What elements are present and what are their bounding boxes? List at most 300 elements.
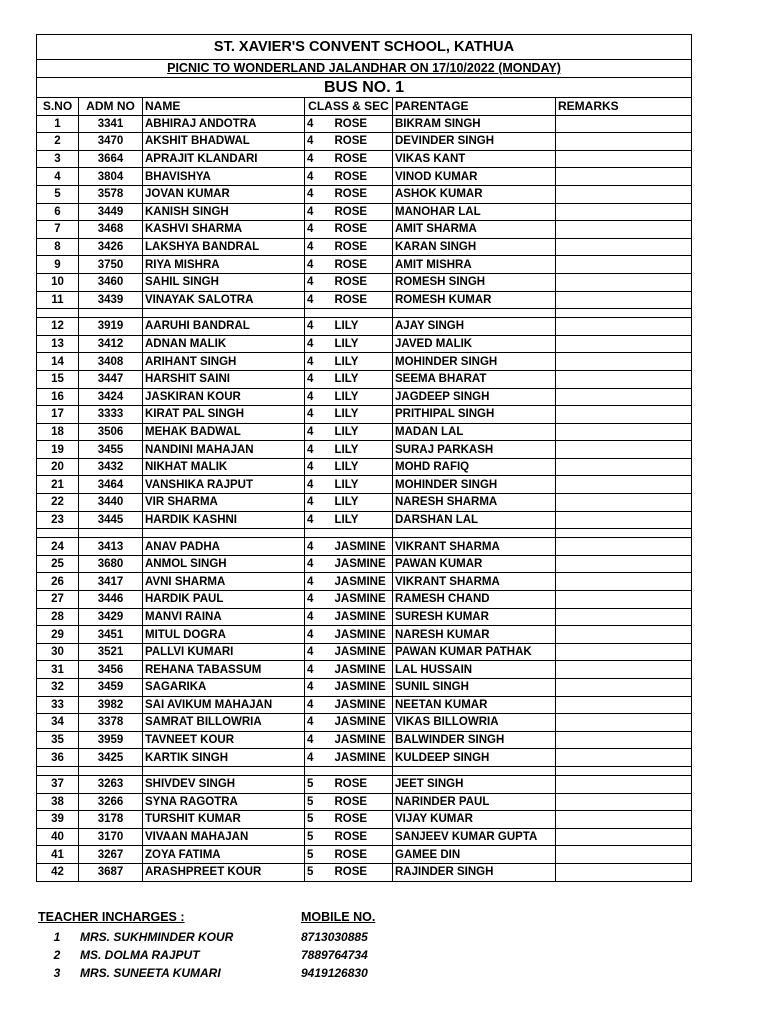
class-cell: 4 xyxy=(305,661,333,679)
adm-no-cell: 3170 xyxy=(79,828,143,846)
remarks-cell xyxy=(556,494,692,512)
sno-cell: 12 xyxy=(37,318,79,336)
table-row xyxy=(37,238,692,256)
adm-no-cell: 3521 xyxy=(79,643,143,661)
parentage-cell: RAJINDER SINGH xyxy=(393,863,556,881)
section-cell: LILY xyxy=(333,423,393,441)
parentage-cell: SURESH KUMAR xyxy=(393,608,556,626)
adm-no-cell: 3439 xyxy=(79,291,143,309)
adm-no-cell: 3378 xyxy=(79,714,143,732)
student-name-cell: SAGARIKA xyxy=(143,679,305,697)
class-cell: 4 xyxy=(305,423,333,441)
adm-no-cell: 3959 xyxy=(79,731,143,749)
teacher-incharges-heading: TEACHER INCHARGES : xyxy=(38,910,185,924)
empty-cell xyxy=(556,309,692,318)
student-name-cell: ZOYA FATIMA xyxy=(143,846,305,864)
table-row xyxy=(37,370,692,388)
sno-cell: 36 xyxy=(37,749,79,767)
table-row xyxy=(37,511,692,529)
remarks-cell xyxy=(556,291,692,309)
section-cell: JASMINE xyxy=(333,679,393,697)
section-cell: ROSE xyxy=(333,775,393,793)
student-name-cell: NIKHAT MALIK xyxy=(143,458,305,476)
parentage-cell: KARAN SINGH xyxy=(393,238,556,256)
empty-cell xyxy=(37,529,79,538)
table-row xyxy=(37,731,692,749)
adm-no-cell: 3750 xyxy=(79,256,143,274)
sno-cell: 9 xyxy=(37,256,79,274)
student-name-cell: RIYA MISHRA xyxy=(143,256,305,274)
table-row xyxy=(37,714,692,732)
adm-no-cell: 3440 xyxy=(79,494,143,512)
section-cell: JASMINE xyxy=(333,538,393,556)
section-cell: LILY xyxy=(333,494,393,512)
remarks-cell xyxy=(556,749,692,767)
remarks-cell xyxy=(556,203,692,221)
adm-no-cell: 3470 xyxy=(79,133,143,151)
table-row xyxy=(37,441,692,459)
adm-no-cell: 3456 xyxy=(79,661,143,679)
class-cell: 5 xyxy=(305,863,333,881)
sno-cell: 33 xyxy=(37,696,79,714)
sno-cell: 38 xyxy=(37,793,79,811)
remarks-cell xyxy=(556,793,692,811)
parentage-cell: GAMEE DIN xyxy=(393,846,556,864)
remarks-cell xyxy=(556,591,692,609)
class-cell: 5 xyxy=(305,828,333,846)
class-cell: 4 xyxy=(305,458,333,476)
sno-cell: 16 xyxy=(37,388,79,406)
class-cell: 4 xyxy=(305,115,333,133)
class-cell: 4 xyxy=(305,353,333,371)
parentage-cell: JAVED MALIK xyxy=(393,335,556,353)
adm-no-cell: 3413 xyxy=(79,538,143,556)
parentage-cell: VIKAS BILLOWRIA xyxy=(393,714,556,732)
class-cell: 4 xyxy=(305,591,333,609)
remarks-cell xyxy=(556,573,692,591)
section-cell: JASMINE xyxy=(333,714,393,732)
empty-cell xyxy=(305,766,333,775)
remarks-cell xyxy=(556,221,692,239)
sno-cell: 40 xyxy=(37,828,79,846)
class-cell: 4 xyxy=(305,133,333,151)
teacher-mobile: 9419126830 xyxy=(301,966,368,980)
class-cell: 4 xyxy=(305,749,333,767)
class-cell: 4 xyxy=(305,714,333,732)
parentage-cell: MADAN LAL xyxy=(393,423,556,441)
sno-cell: 31 xyxy=(37,661,79,679)
parentage-cell: PRITHIPAL SINGH xyxy=(393,406,556,424)
empty-cell xyxy=(143,309,305,318)
empty-cell xyxy=(37,309,79,318)
parentage-cell: AMIT SHARMA xyxy=(393,221,556,239)
sno-cell: 39 xyxy=(37,811,79,829)
table-row xyxy=(37,661,692,679)
table-row xyxy=(37,538,692,556)
student-name-cell: TURSHIT KUMAR xyxy=(143,811,305,829)
parentage-cell: NARINDER PAUL xyxy=(393,793,556,811)
header-name: NAME xyxy=(143,98,305,116)
sno-cell: 17 xyxy=(37,406,79,424)
class-cell: 4 xyxy=(305,511,333,529)
section-cell: JASMINE xyxy=(333,731,393,749)
adm-no-cell: 3982 xyxy=(79,696,143,714)
class-cell: 4 xyxy=(305,441,333,459)
section-cell: JASMINE xyxy=(333,626,393,644)
table-row xyxy=(37,406,692,424)
student-name-cell: LAKSHYA BANDRAL xyxy=(143,238,305,256)
section-cell: ROSE xyxy=(333,133,393,151)
student-name-cell: VINAYAK SALOTRA xyxy=(143,291,305,309)
adm-no-cell: 3919 xyxy=(79,318,143,336)
section-cell: LILY xyxy=(333,476,393,494)
student-name-cell: HARSHIT SAINI xyxy=(143,370,305,388)
table-row xyxy=(37,476,692,494)
section-cell: LILY xyxy=(333,458,393,476)
student-name-cell: ARASHPREET KOUR xyxy=(143,863,305,881)
remarks-cell xyxy=(556,370,692,388)
header-adm-no: ADM NO xyxy=(79,98,143,116)
parentage-cell: MOHINDER SINGH xyxy=(393,476,556,494)
section-cell: ROSE xyxy=(333,115,393,133)
parentage-cell: PAWAN KUMAR PATHAK xyxy=(393,643,556,661)
section-cell: ROSE xyxy=(333,273,393,291)
teacher-number: 2 xyxy=(53,948,61,962)
empty-cell xyxy=(333,766,393,775)
sno-cell: 14 xyxy=(37,353,79,371)
adm-no-cell: 3459 xyxy=(79,679,143,697)
table-row xyxy=(37,863,692,881)
remarks-cell xyxy=(556,441,692,459)
remarks-cell xyxy=(556,661,692,679)
parentage-cell: LAL HUSSAIN xyxy=(393,661,556,679)
sno-cell: 7 xyxy=(37,221,79,239)
student-name-cell: AARUHI BANDRAL xyxy=(143,318,305,336)
empty-cell xyxy=(143,529,305,538)
teacher-number: 1 xyxy=(53,930,61,944)
student-name-cell: KANISH SINGH xyxy=(143,203,305,221)
remarks-cell xyxy=(556,238,692,256)
parentage-cell: NEETAN KUMAR xyxy=(393,696,556,714)
adm-no-cell: 3266 xyxy=(79,793,143,811)
parentage-cell: VIKRANT SHARMA xyxy=(393,573,556,591)
table-row xyxy=(37,335,692,353)
class-cell: 4 xyxy=(305,150,333,168)
parentage-cell: JAGDEEP SINGH xyxy=(393,388,556,406)
remarks-cell xyxy=(556,863,692,881)
empty-cell xyxy=(333,309,393,318)
class-cell: 4 xyxy=(305,203,333,221)
section-cell: ROSE xyxy=(333,238,393,256)
class-cell: 4 xyxy=(305,643,333,661)
adm-no-cell: 3445 xyxy=(79,511,143,529)
section-cell: JASMINE xyxy=(333,573,393,591)
parentage-cell: ASHOK KUMAR xyxy=(393,185,556,203)
table-row xyxy=(37,775,692,793)
adm-no-cell: 3341 xyxy=(79,115,143,133)
adm-no-cell: 3446 xyxy=(79,591,143,609)
student-name-cell: MANVI RAINA xyxy=(143,608,305,626)
teacher-name: MS. DOLMA RAJPUT xyxy=(80,948,200,962)
empty-cell xyxy=(305,309,333,318)
parentage-cell: AMIT MISHRA xyxy=(393,256,556,274)
remarks-cell xyxy=(556,714,692,732)
section-cell: ROSE xyxy=(333,221,393,239)
empty-cell xyxy=(393,309,556,318)
student-name-cell: SYNA RAGOTRA xyxy=(143,793,305,811)
sno-cell: 26 xyxy=(37,573,79,591)
teacher-mobile: 7889764734 xyxy=(301,948,368,962)
student-name-cell: TAVNEET KOUR xyxy=(143,731,305,749)
section-cell: LILY xyxy=(333,335,393,353)
parentage-cell: PAWAN KUMAR xyxy=(393,555,556,573)
parentage-cell: SUNIL SINGH xyxy=(393,679,556,697)
parentage-cell: SURAJ PARKASH xyxy=(393,441,556,459)
parentage-cell: DARSHAN LAL xyxy=(393,511,556,529)
student-name-cell: ARIHANT SINGH xyxy=(143,353,305,371)
remarks-cell xyxy=(556,511,692,529)
empty-cell xyxy=(143,766,305,775)
adm-no-cell: 3424 xyxy=(79,388,143,406)
sno-cell: 32 xyxy=(37,679,79,697)
header-row xyxy=(37,98,692,116)
table-row xyxy=(37,749,692,767)
student-name-cell: VIVAAN MAHAJAN xyxy=(143,828,305,846)
student-name-cell: REHANA TABASSUM xyxy=(143,661,305,679)
sno-cell: 13 xyxy=(37,335,79,353)
table-row xyxy=(37,221,692,239)
adm-no-cell: 3425 xyxy=(79,749,143,767)
section-cell: ROSE xyxy=(333,168,393,186)
remarks-cell xyxy=(556,388,692,406)
sno-cell: 20 xyxy=(37,458,79,476)
empty-cell xyxy=(393,529,556,538)
student-name-cell: KIRAT PAL SINGH xyxy=(143,406,305,424)
sno-cell: 30 xyxy=(37,643,79,661)
student-name-cell: SAMRAT BILLOWRIA xyxy=(143,714,305,732)
adm-no-cell: 3460 xyxy=(79,273,143,291)
adm-no-cell: 3451 xyxy=(79,626,143,644)
parentage-cell: VINOD KUMAR xyxy=(393,168,556,186)
adm-no-cell: 3263 xyxy=(79,775,143,793)
section-cell: LILY xyxy=(333,406,393,424)
section-cell: JASMINE xyxy=(333,591,393,609)
class-cell: 4 xyxy=(305,221,333,239)
adm-no-cell: 3417 xyxy=(79,573,143,591)
section-cell: LILY xyxy=(333,388,393,406)
sno-cell: 18 xyxy=(37,423,79,441)
class-cell: 4 xyxy=(305,335,333,353)
student-name-cell: SHIVDEV SINGH xyxy=(143,775,305,793)
class-cell: 4 xyxy=(305,555,333,573)
table-row xyxy=(37,353,692,371)
parentage-cell: VIJAY KUMAR xyxy=(393,811,556,829)
parentage-cell: KULDEEP SINGH xyxy=(393,749,556,767)
remarks-cell xyxy=(556,555,692,573)
adm-no-cell: 3178 xyxy=(79,811,143,829)
class-cell: 5 xyxy=(305,811,333,829)
class-cell: 4 xyxy=(305,494,333,512)
remarks-cell xyxy=(556,353,692,371)
empty-cell xyxy=(79,529,143,538)
section-cell: ROSE xyxy=(333,203,393,221)
adm-no-cell: 3449 xyxy=(79,203,143,221)
section-cell: LILY xyxy=(333,318,393,336)
section-cell: JASMINE xyxy=(333,661,393,679)
school-name: ST. XAVIER'S CONVENT SCHOOL, KATHUA xyxy=(37,35,692,60)
sno-cell: 2 xyxy=(37,133,79,151)
empty-cell xyxy=(79,766,143,775)
table-row xyxy=(37,608,692,626)
remarks-cell xyxy=(556,150,692,168)
sno-cell: 25 xyxy=(37,555,79,573)
student-name-cell: JASKIRAN KOUR xyxy=(143,388,305,406)
student-name-cell: ANAV PADHA xyxy=(143,538,305,556)
section-cell: JASMINE xyxy=(333,643,393,661)
table-row xyxy=(37,643,692,661)
section-cell: ROSE xyxy=(333,150,393,168)
sno-cell: 37 xyxy=(37,775,79,793)
student-name-cell: MEHAK BADWAL xyxy=(143,423,305,441)
parentage-cell: JEET SINGH xyxy=(393,775,556,793)
adm-no-cell: 3429 xyxy=(79,608,143,626)
parentage-cell: RAMESH CHAND xyxy=(393,591,556,609)
sno-cell: 6 xyxy=(37,203,79,221)
student-name-cell: ADNAN MALIK xyxy=(143,335,305,353)
remarks-cell xyxy=(556,406,692,424)
table-row xyxy=(37,846,692,864)
section-cell: ROSE xyxy=(333,793,393,811)
bus-number: BUS NO. 1 xyxy=(37,78,692,98)
class-cell: 5 xyxy=(305,846,333,864)
class-cell: 4 xyxy=(305,370,333,388)
student-name-cell: KASHVI SHARMA xyxy=(143,221,305,239)
table-row xyxy=(37,168,692,186)
section-cell: ROSE xyxy=(333,828,393,846)
table-row xyxy=(37,793,692,811)
group-separator-row xyxy=(37,766,692,775)
section-cell: JASMINE xyxy=(333,696,393,714)
remarks-cell xyxy=(556,775,692,793)
remarks-cell xyxy=(556,538,692,556)
class-cell: 4 xyxy=(305,185,333,203)
adm-no-cell: 3468 xyxy=(79,221,143,239)
empty-cell xyxy=(556,766,692,775)
student-name-cell: KARTIK SINGH xyxy=(143,749,305,767)
remarks-cell xyxy=(556,696,692,714)
sno-cell: 29 xyxy=(37,626,79,644)
section-cell: LILY xyxy=(333,441,393,459)
remarks-cell xyxy=(556,731,692,749)
trip-title: PICNIC TO WONDERLAND JALANDHAR ON 17/10/2022 (MONDAY) xyxy=(37,60,692,78)
parentage-cell: ROMESH SINGH xyxy=(393,273,556,291)
class-cell: 5 xyxy=(305,775,333,793)
remarks-cell xyxy=(556,846,692,864)
teacher-name: MRS. SUKHMINDER KOUR xyxy=(80,930,234,944)
class-cell: 4 xyxy=(305,476,333,494)
parentage-cell: MANOHAR LAL xyxy=(393,203,556,221)
parentage-cell: NARESH KUMAR xyxy=(393,626,556,644)
empty-cell xyxy=(393,766,556,775)
remarks-cell xyxy=(556,679,692,697)
section-cell: ROSE xyxy=(333,185,393,203)
table-row xyxy=(37,115,692,133)
remarks-cell xyxy=(556,273,692,291)
student-name-cell: MITUL DOGRA xyxy=(143,626,305,644)
adm-no-cell: 3333 xyxy=(79,406,143,424)
section-cell: ROSE xyxy=(333,256,393,274)
sno-cell: 41 xyxy=(37,846,79,864)
adm-no-cell: 3408 xyxy=(79,353,143,371)
remarks-cell xyxy=(556,476,692,494)
table-row xyxy=(37,458,692,476)
class-cell: 4 xyxy=(305,608,333,626)
student-name-cell: SAHIL SINGH xyxy=(143,273,305,291)
remarks-cell xyxy=(556,115,692,133)
header-parentage: PARENTAGE xyxy=(393,98,556,116)
group-separator-row xyxy=(37,309,692,318)
student-name-cell: APRAJIT KLANDARI xyxy=(143,150,305,168)
class-cell: 4 xyxy=(305,318,333,336)
adm-no-cell: 3426 xyxy=(79,238,143,256)
sno-cell: 8 xyxy=(37,238,79,256)
header-sno: S.NO xyxy=(37,98,79,116)
class-cell: 4 xyxy=(305,679,333,697)
parentage-cell: MOHINDER SINGH xyxy=(393,353,556,371)
sno-cell: 3 xyxy=(37,150,79,168)
remarks-cell xyxy=(556,608,692,626)
remarks-cell xyxy=(556,168,692,186)
table-row xyxy=(37,555,692,573)
student-name-cell: ABHIRAJ ANDOTRA xyxy=(143,115,305,133)
section-cell: LILY xyxy=(333,353,393,371)
class-cell: 4 xyxy=(305,273,333,291)
table-row xyxy=(37,185,692,203)
parentage-cell: DEVINDER SINGH xyxy=(393,133,556,151)
student-name-cell: ANMOL SINGH xyxy=(143,555,305,573)
adm-no-cell: 3506 xyxy=(79,423,143,441)
table-row xyxy=(37,291,692,309)
sno-cell: 21 xyxy=(37,476,79,494)
parentage-cell: SEEMA BHARAT xyxy=(393,370,556,388)
remarks-cell xyxy=(556,643,692,661)
section-cell: ROSE xyxy=(333,846,393,864)
student-name-cell: BHAVISHYA xyxy=(143,168,305,186)
section-cell: LILY xyxy=(333,370,393,388)
empty-cell xyxy=(37,766,79,775)
table-row xyxy=(37,133,692,151)
remarks-cell xyxy=(556,335,692,353)
empty-cell xyxy=(556,529,692,538)
student-name-cell: NANDINI MAHAJAN xyxy=(143,441,305,459)
sno-cell: 24 xyxy=(37,538,79,556)
class-cell: 4 xyxy=(305,731,333,749)
student-list-table xyxy=(36,34,692,882)
remarks-cell xyxy=(556,423,692,441)
parentage-cell: AJAY SINGH xyxy=(393,318,556,336)
parentage-cell: VIKAS KANT xyxy=(393,150,556,168)
remarks-cell xyxy=(556,458,692,476)
teacher-name: MRS. SUNEETA KUMARI xyxy=(80,966,221,980)
adm-no-cell: 3455 xyxy=(79,441,143,459)
teacher-number: 3 xyxy=(53,966,61,980)
student-name-cell: SAI AVIKUM MAHAJAN xyxy=(143,696,305,714)
table-row xyxy=(37,679,692,697)
section-cell: LILY xyxy=(333,511,393,529)
class-cell: 5 xyxy=(305,793,333,811)
parentage-cell: ROMESH KUMAR xyxy=(393,291,556,309)
section-cell: ROSE xyxy=(333,811,393,829)
